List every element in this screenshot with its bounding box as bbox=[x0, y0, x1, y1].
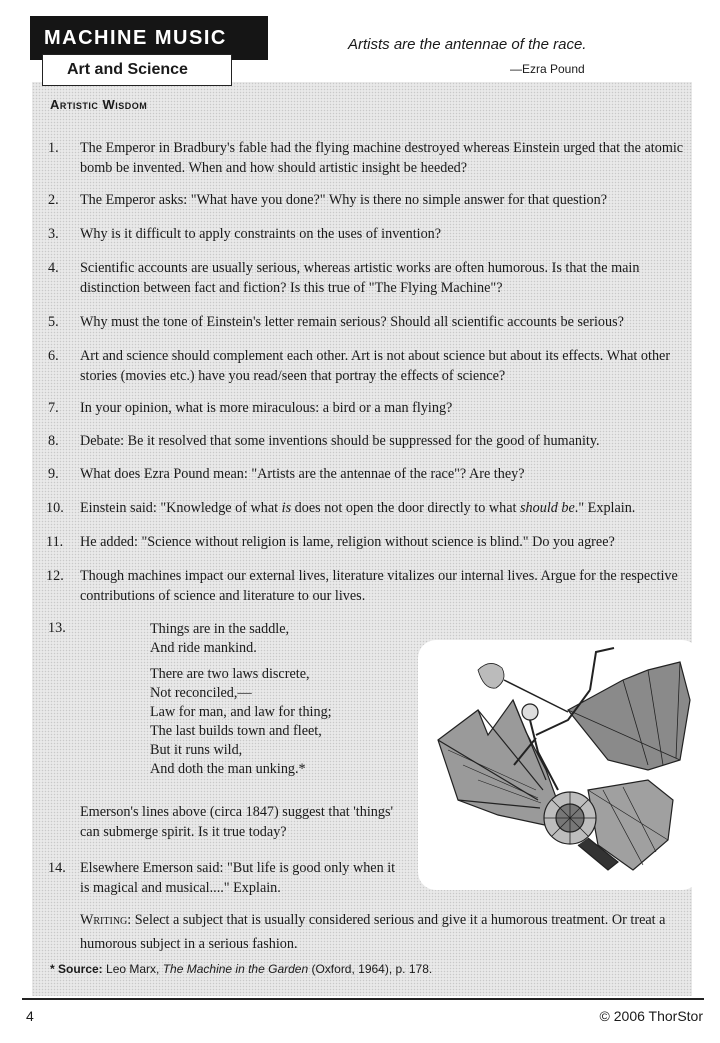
question-number: 14. bbox=[48, 860, 66, 876]
writing-label: Writing: bbox=[80, 912, 132, 928]
writing-text: Select a subject that is usually considered serious and give it a humorous treatment. Or treat a humorous subject in a serious fashion. bbox=[80, 912, 666, 952]
section-title: Artistic Wisdom bbox=[50, 97, 148, 112]
question-number: 10. bbox=[46, 500, 64, 516]
question-number: 11. bbox=[46, 534, 64, 550]
question-text: Einstein said: "Knowledge of what is does not open the door directly to what should be." Explain. bbox=[80, 500, 636, 516]
question-text: Why must the tone of Einstein's letter remain serious? Should all scientific accounts be serious? bbox=[80, 314, 624, 330]
emerson-poem bbox=[150, 620, 410, 779]
page-subtitle: Art and Science bbox=[42, 54, 232, 86]
flying-machine-drawing bbox=[418, 640, 700, 890]
poem-line: The last builds town and fleet, bbox=[150, 723, 322, 739]
poem-line: Not reconciled,— bbox=[150, 685, 252, 701]
question-number: 2. bbox=[48, 192, 59, 208]
question-number: 7. bbox=[48, 400, 59, 416]
question-text: The Emperor in Bradbury's fable had the flying machine destroyed whereas Einstein urged that the atomic bomb be invented. When and how should artistic insight be heeded? bbox=[80, 140, 684, 176]
poem-line: Things are in the saddle, bbox=[150, 621, 290, 637]
poem-line: And doth the man unking.* bbox=[150, 761, 306, 777]
question-text: Elsewhere Emerson said: "But life is good only when it is magical and musical...." Explain. bbox=[80, 860, 396, 896]
question-text: Art and science should complement each other. Art is not about science but about its effects. What other stories (movies etc.) have you read/seen that portray the effects of science? bbox=[80, 348, 671, 384]
poem-line: And ride mankind. bbox=[150, 640, 257, 656]
writing-prompt bbox=[80, 908, 690, 956]
flying-machine-illustration bbox=[418, 640, 700, 890]
copyright: © 2006 ThorStor bbox=[599, 1008, 703, 1024]
question-number: 8. bbox=[48, 433, 59, 449]
question-number: 9. bbox=[48, 466, 59, 482]
question-text: What does Ezra Pound mean: "Artists are the antennae of the race"? Are they? bbox=[80, 466, 525, 482]
question-text: Why is it difficult to apply constraints on the uses of invention? bbox=[80, 226, 442, 242]
poem-line: There are two laws discrete, bbox=[150, 666, 310, 682]
question-text: In your opinion, what is more miraculous: a bird or a man flying? bbox=[80, 400, 453, 416]
question-text: Debate: Be it resolved that some inventions should be suppressed for the good of humanity. bbox=[80, 433, 600, 449]
question-13-number: 13. bbox=[48, 620, 66, 636]
page-number: 4 bbox=[26, 1008, 34, 1024]
source-label: * Source: bbox=[50, 962, 103, 976]
page-title: MACHINE MUSIC bbox=[30, 16, 268, 60]
question-text: Scientific accounts are usually serious, whereas artistic works are often humorous. Is that the main distinction between fact and fiction? Is this true of "The Flying Machine"? bbox=[80, 260, 640, 296]
question-number: 6. bbox=[48, 348, 59, 364]
question-number: 12. bbox=[46, 568, 64, 584]
question-13-comment: Emerson's lines above (circa 1847) suggest that 'things' can submerge spirit. Is it true today? bbox=[80, 804, 394, 840]
question-text: He added: "Science without religion is lame, religion without science is blind." Do you agree? bbox=[80, 534, 615, 550]
question-number: 1. bbox=[48, 140, 59, 156]
epigraph-attribution: —Ezra Pound bbox=[510, 62, 585, 76]
epigraph-quote: Artists are the antennae of the race. bbox=[348, 36, 587, 53]
poem-line: But it runs wild, bbox=[150, 742, 243, 758]
poem-line: Law for man, and law for thing; bbox=[150, 704, 332, 720]
question-number: 4. bbox=[48, 260, 59, 276]
source-citation: * Source: Leo Marx, The Machine in the Garden (Oxford, 1964), p. 178. bbox=[50, 962, 433, 976]
source-book-title: The Machine in the Garden bbox=[162, 962, 309, 976]
question-number: 3. bbox=[48, 226, 59, 242]
footer-divider bbox=[22, 998, 704, 1000]
question-text: Though machines impact our external lives, literature vitalizes our internal lives. Argue for the respective contributions of science and literature to our lives. bbox=[80, 568, 678, 604]
question-text: The Emperor asks: "What have you done?" Why is there no simple answer for that question? bbox=[80, 192, 608, 208]
question-number: 5. bbox=[48, 314, 59, 330]
